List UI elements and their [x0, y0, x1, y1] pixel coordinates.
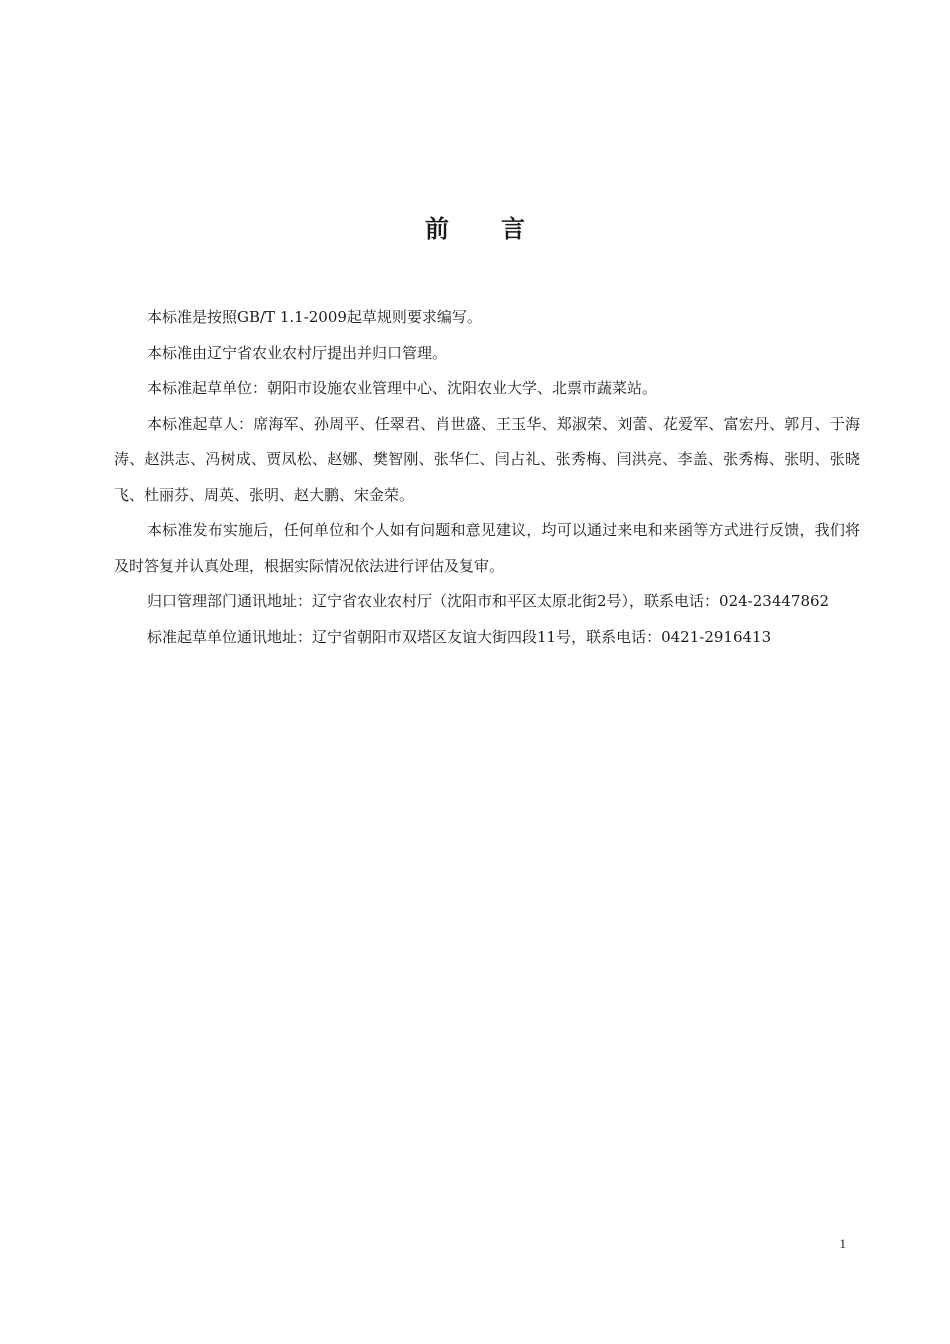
document-body [114, 300, 860, 655]
paragraph-drafting-units: 本标准起草单位：朝阳市设施农业管理中心、沈阳农业大学、北票市蔬菜站。 [147, 379, 658, 397]
paragraph-drafting-unit-address: 标准起草单位通讯地址：辽宁省朝阳市双塔区友谊大街四段11号，联系电话：0421-2916413 [147, 627, 772, 646]
title-char-2: 言 [501, 215, 525, 243]
paragraph-proposer: 本标准由辽宁省农业农村厅提出并归口管理。 [147, 343, 448, 362]
paragraph-drafting-rules: 本标准是按照GB/T 1.1-2009起草规则要求编写。 [147, 308, 482, 326]
page-number: 1 [839, 1236, 846, 1251]
page-title [0, 212, 950, 246]
paragraph-drafters: 本标准起草人：席海军、孙周平、任翠君、肖世盛、王玉华、郑淑荣、刘蕾、花爱军、富宏丹、郭月、于海涛、赵洪志、冯树成、贾凤松、赵娜、樊智刚、张华仁、闫占礼、张秀梅、闫洪亮、李盖、张秀梅、张明、张晓飞、杜丽芬、周英、张明、赵大鹏、宋金荣。 [114, 414, 860, 504]
paragraph-management-address: 归口管理部门通讯地址：辽宁省农业农村厅（沈阳市和平区太原北街2号），联系电话：024-23447862 [147, 592, 830, 610]
title-char-1: 前 [425, 215, 449, 243]
paragraph-feedback: 本标准发布实施后，任何单位和个人如有问题和意见建议，均可以通过来电和来函等方式进行反馈，我们将及时答复并认真处理，根据实际情况依法进行评估及复审。 [114, 521, 860, 575]
